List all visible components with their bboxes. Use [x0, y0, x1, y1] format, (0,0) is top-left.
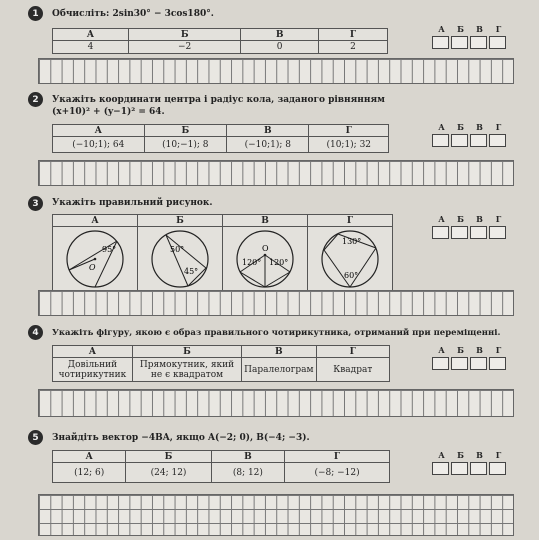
option-d: (10;1); 32 — [309, 137, 389, 153]
circle-figure-b — [140, 228, 220, 290]
option-letter-c: В — [211, 451, 284, 463]
option-b-line1: Прямокутник, який — [139, 359, 235, 370]
circle-figure-c — [225, 228, 305, 290]
options-table — [52, 214, 393, 291]
answer-cell-b[interactable] — [451, 462, 468, 475]
center-label: O — [89, 262, 96, 272]
option-letter-d: Г — [285, 451, 390, 463]
answer-cell-c[interactable] — [470, 134, 487, 147]
question-formula: (x+10)² + (y−1)² = 64. — [52, 107, 165, 117]
option-letter-a: А — [53, 125, 145, 137]
option-letter-c: В — [223, 215, 308, 227]
answer-box — [432, 24, 512, 49]
figure-b — [138, 227, 223, 291]
option-letter-c: В — [227, 125, 309, 137]
question-text: Укажіть координати центра і радіус кола, заданого рівнянням — [52, 95, 385, 105]
option-c — [242, 358, 316, 382]
options-table — [52, 28, 388, 54]
question-number: 5 — [28, 430, 43, 445]
question-number: 1 — [28, 6, 43, 21]
answer-box — [432, 450, 512, 475]
option-a: 4 — [53, 41, 129, 54]
figure-a — [53, 227, 138, 291]
option-c: 0 — [241, 41, 319, 54]
option-letter-b: Б — [126, 451, 211, 463]
answer-cell-d[interactable] — [489, 36, 506, 49]
option-b: (10;−1); 8 — [144, 137, 226, 153]
answer-letter: А — [438, 214, 445, 224]
circle-figure-a — [55, 228, 135, 290]
option-d — [316, 358, 389, 382]
answer-cell-c[interactable] — [470, 36, 487, 49]
option-b-line2: не є квадратом — [150, 369, 224, 380]
answer-box — [432, 214, 512, 239]
option-letter-b: Б — [128, 29, 240, 41]
answer-cell-d[interactable] — [489, 462, 506, 475]
answer-cell-a[interactable] — [432, 36, 449, 49]
angle-label: 130° — [342, 236, 362, 246]
answer-cell-a[interactable] — [432, 357, 449, 370]
angle-label: 45° — [184, 266, 199, 276]
answer-cell-d[interactable] — [489, 134, 506, 147]
options-table — [52, 345, 390, 382]
option-letter-a: А — [53, 346, 133, 358]
answer-letter: А — [438, 24, 445, 34]
option-d: 2 — [318, 41, 387, 54]
figure-d — [308, 227, 393, 291]
answer-letter: В — [476, 214, 483, 224]
option-a: (12; 6) — [53, 463, 126, 483]
answer-cell-c[interactable] — [470, 357, 487, 370]
work-grid[interactable] — [38, 494, 514, 536]
answer-letter: Б — [457, 450, 464, 460]
question-number: 3 — [28, 196, 43, 211]
option-letter-d: Г — [308, 215, 393, 227]
answer-letter: Б — [457, 122, 464, 132]
option-b — [132, 358, 241, 382]
answer-box — [432, 122, 512, 147]
option-b: (24; 12) — [126, 463, 211, 483]
answer-letter: Г — [495, 345, 502, 355]
answer-letter: В — [476, 450, 483, 460]
work-grid[interactable] — [38, 58, 514, 84]
answer-letter: Б — [457, 345, 464, 355]
answer-letter: А — [438, 122, 445, 132]
question-number: 4 — [28, 325, 43, 340]
question-text: Укажіть фігуру, якою є образ правильного чотирикутника, отриманий при переміщенні. — [52, 328, 501, 338]
question-text: Знайдіть вектор −4BA, якщо A(−2; 0), B(−4; −3). — [52, 433, 310, 443]
answer-letter: А — [438, 345, 445, 355]
option-letter-d: Г — [309, 125, 389, 137]
answer-letter: А — [438, 450, 445, 460]
option-c-line1: Паралелограм — [244, 364, 314, 375]
answer-cell-a[interactable] — [432, 226, 449, 239]
answer-cell-b[interactable] — [451, 357, 468, 370]
answer-letter: Б — [457, 24, 464, 34]
answer-letter: Б — [457, 214, 464, 224]
answer-letter: В — [476, 345, 483, 355]
answer-cell-a[interactable] — [432, 462, 449, 475]
answer-cell-a[interactable] — [432, 134, 449, 147]
answer-letter: В — [476, 24, 483, 34]
option-letter-b: Б — [132, 346, 241, 358]
option-c: (−10;1); 8 — [227, 137, 309, 153]
option-letter-d: Г — [316, 346, 389, 358]
option-letter-c: В — [241, 29, 319, 41]
option-letter-b: Б — [144, 125, 226, 137]
work-grid[interactable] — [38, 160, 514, 186]
circle-figure-d — [310, 228, 390, 290]
option-b: −2 — [128, 41, 240, 54]
options-table — [52, 124, 389, 153]
angle-label: 60° — [344, 270, 359, 280]
option-a: (−10;1); 64 — [53, 137, 145, 153]
option-c: (8; 12) — [211, 463, 284, 483]
answer-cell-c[interactable] — [470, 462, 487, 475]
answer-letter: Г — [495, 122, 502, 132]
center-label: O — [262, 243, 269, 253]
answer-letter: Г — [495, 450, 502, 460]
option-letter-a: А — [53, 215, 138, 227]
question-number: 2 — [28, 92, 43, 107]
option-letter-a: А — [53, 29, 129, 41]
answer-cell-d[interactable] — [489, 357, 506, 370]
answer-cell-b[interactable] — [451, 226, 468, 239]
figure-c — [223, 227, 308, 291]
answer-letter: Г — [495, 214, 502, 224]
answer-cell-b[interactable] — [451, 134, 468, 147]
option-a-line1: Довільний — [67, 359, 118, 370]
option-letter-b: Б — [138, 215, 223, 227]
answer-cell-d[interactable] — [489, 226, 506, 239]
work-grid[interactable] — [38, 389, 514, 417]
question-text: Обчисліть: 2sin30° − 3cos180°. — [52, 9, 214, 19]
answer-box — [432, 345, 512, 370]
option-letter-a: А — [53, 451, 126, 463]
answer-cell-b[interactable] — [451, 36, 468, 49]
answer-letter: В — [476, 122, 483, 132]
options-table — [52, 450, 390, 483]
angle-label: 95° — [102, 244, 117, 254]
answer-letter: Г — [495, 24, 502, 34]
angle-label: 50° — [170, 244, 185, 254]
answer-cell-c[interactable] — [470, 226, 487, 239]
question-text: Укажіть правильний рисунок. — [52, 198, 213, 208]
option-d-line1: Квадрат — [333, 364, 373, 375]
angle-label: 120° — [269, 257, 289, 267]
angle-label: 120° — [242, 257, 262, 267]
option-letter-c: В — [242, 346, 316, 358]
option-a-line2: чотирикутник — [58, 369, 127, 380]
option-a — [53, 358, 133, 382]
option-d: (−8; −12) — [285, 463, 390, 483]
option-letter-d: Г — [318, 29, 387, 41]
work-grid[interactable] — [38, 290, 514, 316]
